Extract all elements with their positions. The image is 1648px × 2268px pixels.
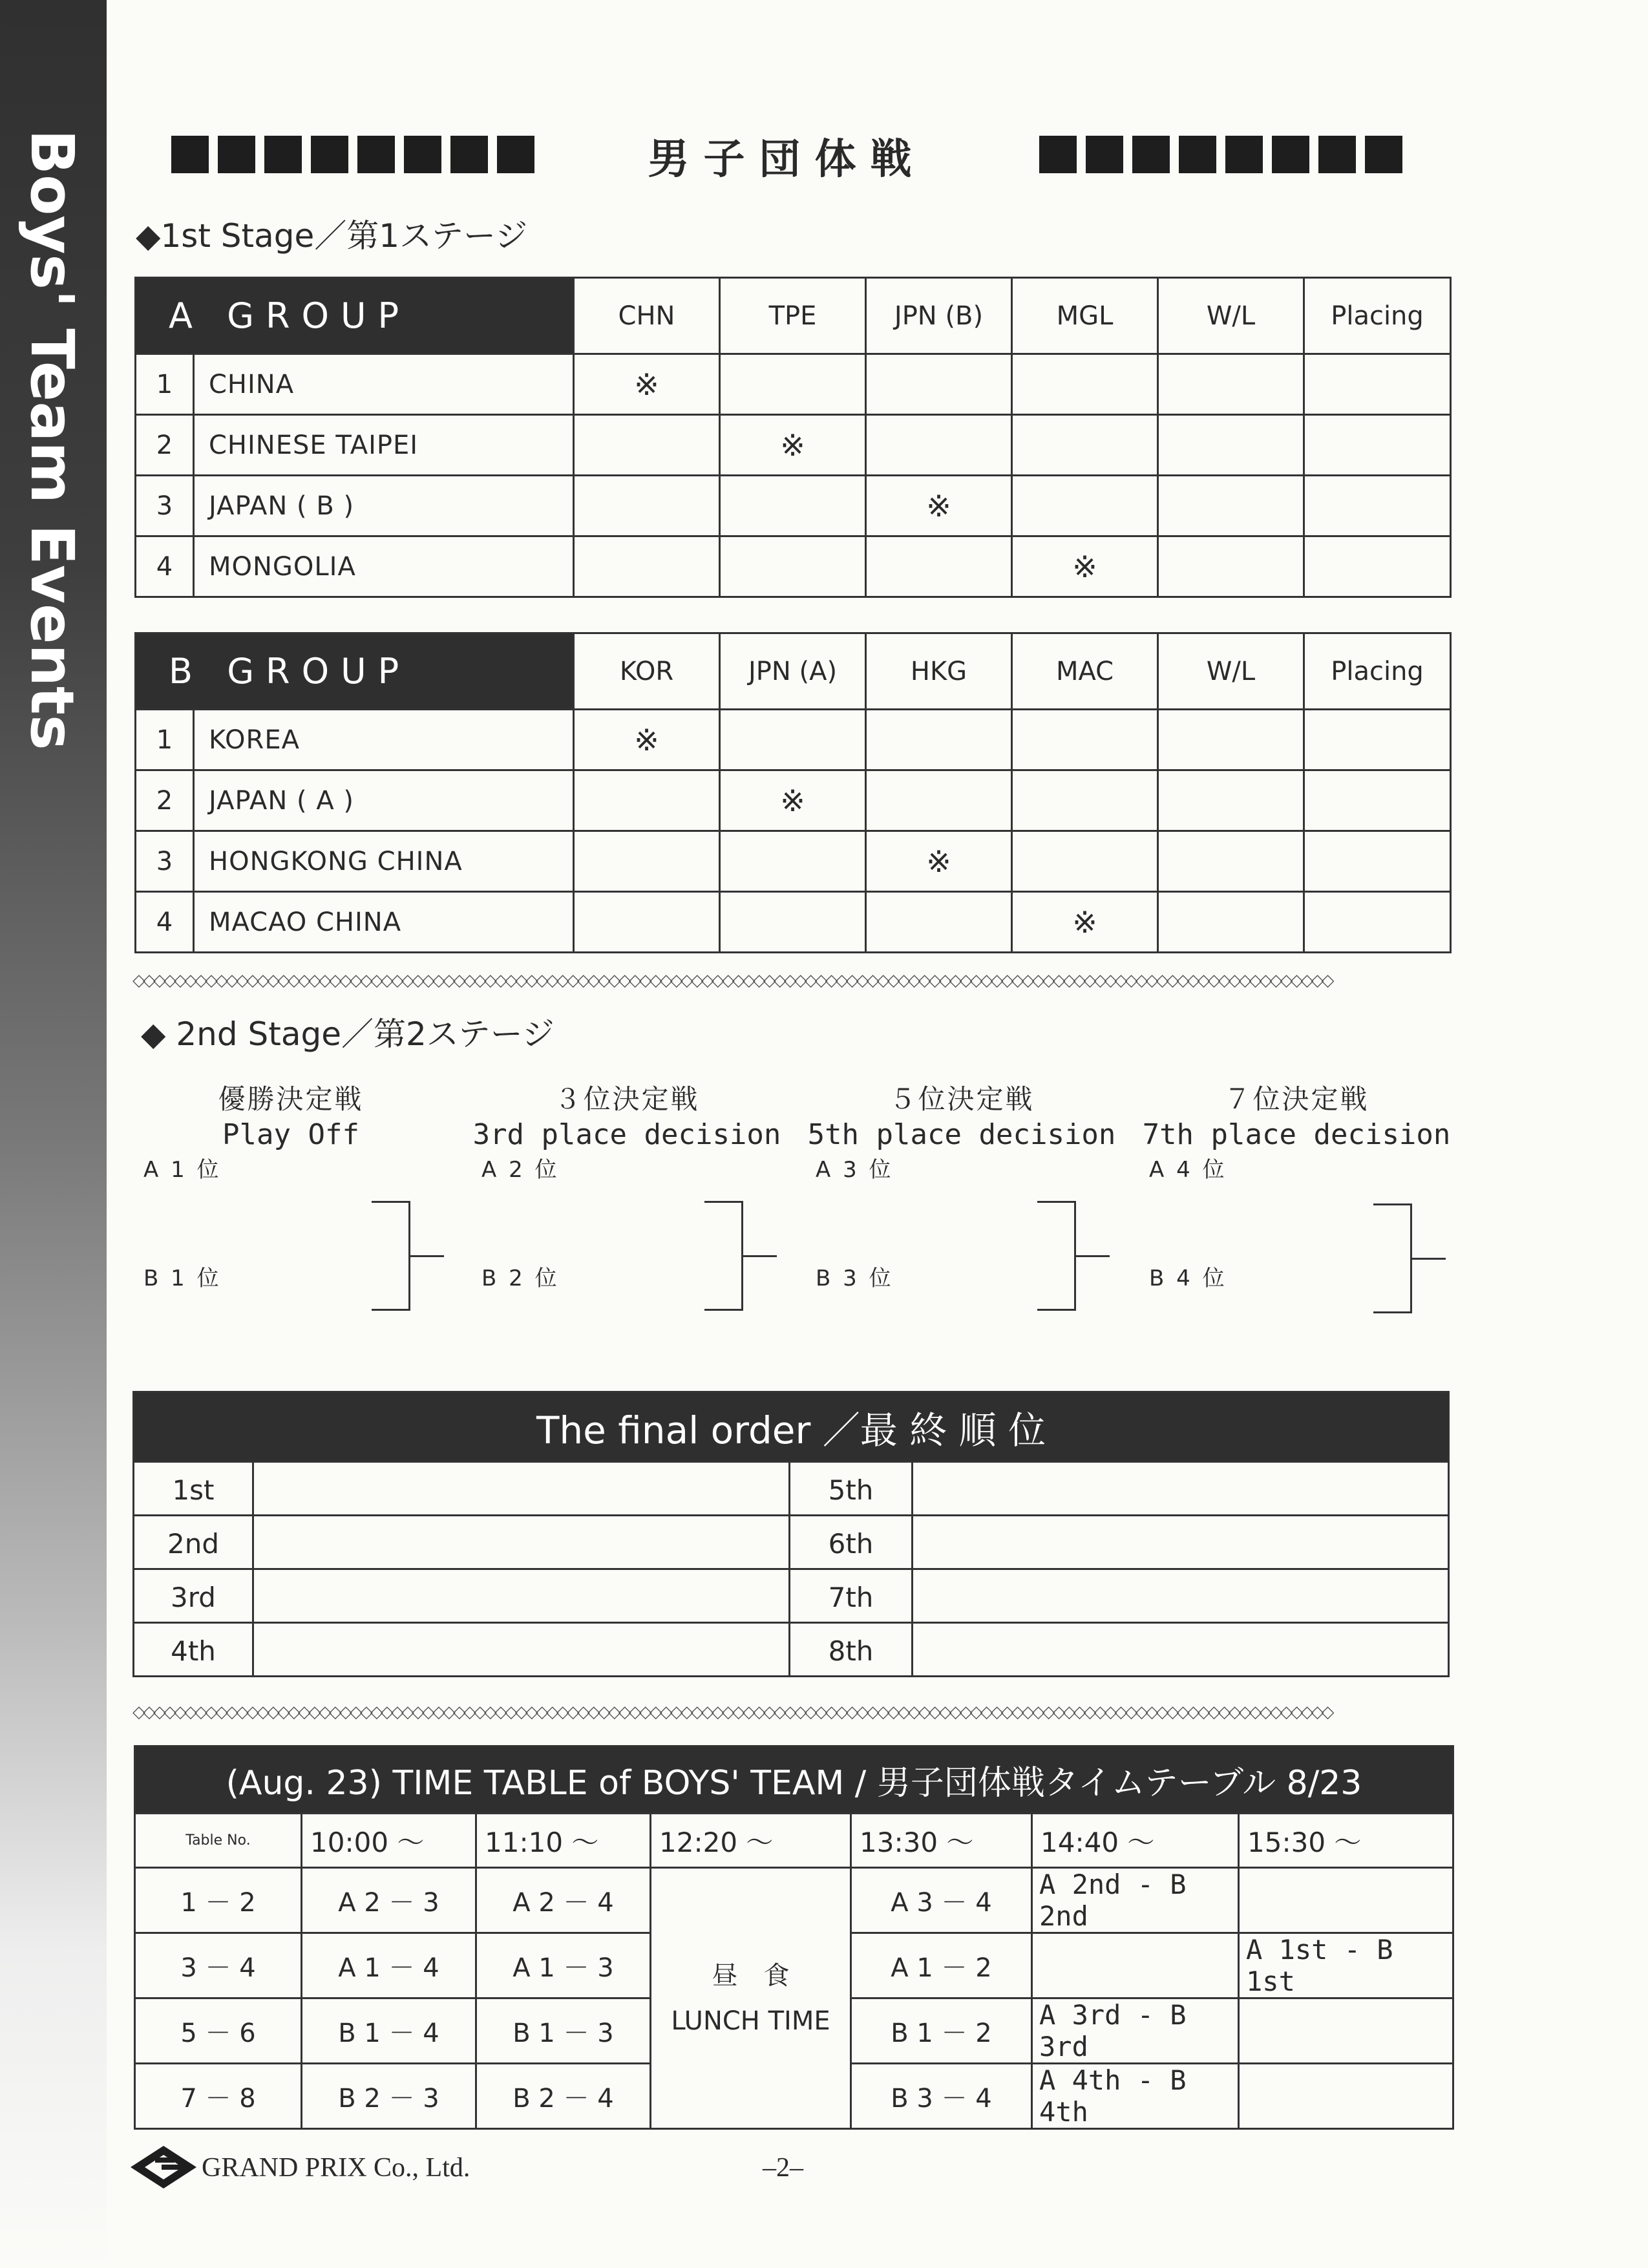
- order-cell: [253, 1569, 790, 1623]
- order-cell: [913, 1569, 1449, 1623]
- table-row: [136, 536, 1451, 597]
- group-b-col-header: HKG: [866, 633, 1012, 710]
- table-row: [136, 831, 1451, 892]
- placing-cell: [1304, 415, 1451, 476]
- diagonal-mark: ※: [720, 770, 866, 831]
- order-cell: [913, 1516, 1449, 1569]
- table-row: [136, 415, 1451, 476]
- group-b-table: [134, 632, 1452, 953]
- wl-cell: [1158, 770, 1304, 831]
- match-cell: [1239, 1998, 1453, 2064]
- match-cell: B 1 － 3: [476, 1998, 651, 2064]
- wl-cell: [1158, 476, 1304, 536]
- result-cell: [574, 536, 720, 597]
- lunch-jp-label: 昼 食: [712, 1960, 790, 1991]
- result-cell: [866, 710, 1012, 770]
- seed-label: B 1 位: [143, 1266, 222, 1291]
- result-cell: [720, 710, 866, 770]
- row-number: 3: [136, 476, 194, 536]
- result-cell: [1012, 476, 1158, 536]
- result-cell: [1012, 710, 1158, 770]
- team-name: CHINA: [194, 354, 574, 415]
- match-en-label: Play Off: [222, 1118, 359, 1151]
- row-number: 3: [136, 831, 194, 892]
- seed-label: A 2 位: [481, 1157, 560, 1183]
- group-b-col-header: KOR: [574, 633, 720, 710]
- order-label: 8th: [790, 1623, 913, 1677]
- result-cell: [574, 770, 720, 831]
- group-a-col-header: TPE: [720, 278, 866, 354]
- order-label: 5th: [790, 1462, 913, 1516]
- stage2-heading: ◆ 2nd Stage／第2ステージ: [141, 1015, 555, 1053]
- group-b-col-header: Placing: [1304, 633, 1451, 710]
- timetable-header-row: [135, 1814, 1453, 1868]
- team-name: KOREA: [194, 710, 574, 770]
- result-cell: [1012, 770, 1158, 831]
- seed-label: B 2 位: [481, 1266, 560, 1291]
- time-header: 12:20 ～: [651, 1814, 851, 1868]
- grand-prix-logo-icon: [129, 2145, 198, 2192]
- result-cell: [574, 415, 720, 476]
- time-header: 10:00 ～: [302, 1814, 476, 1868]
- third-place-match-title: [472, 1078, 782, 1151]
- seed-label: A 4 位: [1149, 1157, 1227, 1183]
- bracket-line: [1373, 1203, 1412, 1313]
- company-name: GRAND PRIX Co., Ltd.: [202, 2153, 470, 2183]
- match-cell: [1239, 2064, 1453, 2129]
- wl-cell: [1158, 710, 1304, 770]
- order-label: 6th: [790, 1516, 913, 1569]
- sidebar-label: Boys' Team Events: [17, 129, 87, 750]
- diamond-divider: ◇◇◇◇◇◇◇◇◇◇◇◇◇◇◇◇◇◇◇◇◇◇◇◇◇◇◇◇◇◇◇◇◇◇◇◇◇◇◇◇◇◇◇◇◇◇◇◇◇◇◇◇◇◇◇◇◇◇◇◇◇◇◇◇◇◇◇◇◇◇◇◇◇◇◇◇◇◇◇◇◇◇◇◇◇◇◇◇◇◇◇◇◇◇◇◇◇◇◇◇◇◇◇◇◇◇◇◇◇◇◇◇◇◇◇◇: [132, 1704, 1332, 1720]
- bracket-line: [372, 1201, 410, 1311]
- table-row: [135, 1868, 1453, 1933]
- bracket-line: [1037, 1201, 1076, 1311]
- diagonal-mark: ※: [866, 476, 1012, 536]
- match-cell: A 3 － 4: [851, 1868, 1032, 1933]
- group-a-col-header: MGL: [1012, 278, 1158, 354]
- match-cell: A 2 － 3: [302, 1868, 476, 1933]
- bracket-line: [1076, 1255, 1110, 1257]
- match-cell: [1239, 1868, 1453, 1933]
- time-header: 13:30 ～: [851, 1814, 1032, 1868]
- stage1-heading: ◆1st Stage／第1ステージ: [136, 217, 528, 255]
- seed-label: B 3 位: [816, 1266, 894, 1291]
- result-cell: [574, 476, 720, 536]
- match-jp-label: ５位決定戦: [889, 1083, 1035, 1115]
- group-a-col-header: W/L: [1158, 278, 1304, 354]
- seed-label: A 1 位: [143, 1157, 222, 1183]
- result-cell: [720, 892, 866, 953]
- table-number: 7 － 8: [135, 2064, 302, 2129]
- result-cell: [866, 770, 1012, 831]
- wl-cell: [1158, 354, 1304, 415]
- result-cell: [720, 536, 866, 597]
- group-a-title: A GROUP: [136, 278, 574, 354]
- table-row: [136, 354, 1451, 415]
- group-b-col-header: W/L: [1158, 633, 1304, 710]
- order-label: 3rd: [134, 1569, 253, 1623]
- team-name: JAPAN ( B ): [194, 476, 574, 536]
- table-row: [136, 892, 1451, 953]
- diamond-divider: ◇◇◇◇◇◇◇◇◇◇◇◇◇◇◇◇◇◇◇◇◇◇◇◇◇◇◇◇◇◇◇◇◇◇◇◇◇◇◇◇◇◇◇◇◇◇◇◇◇◇◇◇◇◇◇◇◇◇◇◇◇◇◇◇◇◇◇◇◇◇◇◇◇◇◇◇◇◇◇◇◇◇◇◇◇◇◇◇◇◇◇◇◇◇◇◇◇◇◇◇◇◇◇◇◇◇◇◇◇◇◇◇◇◇◇◇: [132, 973, 1332, 988]
- table-row: [134, 1623, 1449, 1677]
- seed-label: B 4 位: [1149, 1266, 1227, 1291]
- placing-cell: [1304, 710, 1451, 770]
- match-jp-label: ７位決定戦: [1223, 1083, 1369, 1115]
- table-row: [136, 476, 1451, 536]
- team-name: HONGKONG CHINA: [194, 831, 574, 892]
- fifth-place-match-title: [807, 1078, 1117, 1151]
- wl-cell: [1158, 892, 1304, 953]
- diagonal-mark: ※: [574, 354, 720, 415]
- timetable-title: (Aug. 23) TIME TABLE of BOYS' TEAM / 男子団体戦タイムテーブル 8/23: [135, 1746, 1453, 1814]
- time-header: 14:40 ～: [1032, 1814, 1239, 1868]
- group-a-col-header: JPN (B): [866, 278, 1012, 354]
- result-cell: [720, 354, 866, 415]
- diagonal-mark: ※: [720, 415, 866, 476]
- match-cell: B 2 － 3: [302, 2064, 476, 2129]
- team-name: MONGOLIA: [194, 536, 574, 597]
- seventh-place-match-title: [1141, 1078, 1452, 1151]
- table-row: [134, 1569, 1449, 1623]
- order-cell: [913, 1623, 1449, 1677]
- lunch-en-label: LUNCH TIME: [671, 2006, 830, 2036]
- result-cell: [574, 831, 720, 892]
- table-row: [136, 770, 1451, 831]
- placing-cell: [1304, 536, 1451, 597]
- bracket-line: [743, 1255, 777, 1257]
- team-name: JAPAN ( A ): [194, 770, 574, 831]
- match-en-label: 3rd place decision: [472, 1118, 781, 1151]
- result-cell: [866, 415, 1012, 476]
- result-cell: [720, 831, 866, 892]
- table-number: 1 － 2: [135, 1868, 302, 1933]
- match-cell: A 3rd - B 3rd: [1032, 1998, 1239, 2064]
- page-title: 男子団体戦: [648, 136, 926, 184]
- diagonal-mark: ※: [1012, 892, 1158, 953]
- group-a-col-header: CHN: [574, 278, 720, 354]
- match-cell: A 1 － 3: [476, 1933, 651, 1998]
- match-cell: A 1 － 2: [851, 1933, 1032, 1998]
- match-cell: A 2 － 4: [476, 1868, 651, 1933]
- group-a-table: [134, 277, 1452, 598]
- order-label: 1st: [134, 1462, 253, 1516]
- row-number: 2: [136, 770, 194, 831]
- group-b-col-header: JPN (A): [720, 633, 866, 710]
- order-label: 4th: [134, 1623, 253, 1677]
- placing-cell: [1304, 831, 1451, 892]
- row-number: 1: [136, 354, 194, 415]
- wl-cell: [1158, 415, 1304, 476]
- match-jp-label: ３位決定戦: [554, 1083, 700, 1115]
- group-b-title: B GROUP: [136, 633, 574, 710]
- match-cell: B 2 － 4: [476, 2064, 651, 2129]
- team-name: CHINESE TAIPEI: [194, 415, 574, 476]
- order-label: 2nd: [134, 1516, 253, 1569]
- order-label: 7th: [790, 1569, 913, 1623]
- group-a-header-row: [136, 278, 1451, 354]
- result-cell: [1012, 354, 1158, 415]
- result-cell: [866, 354, 1012, 415]
- page-number: –2–: [763, 2153, 803, 2183]
- final-order-title: The final order ／最 終 順 位: [134, 1392, 1449, 1462]
- time-header: 11:10 ～: [476, 1814, 651, 1868]
- header: [171, 126, 1402, 184]
- row-number: 4: [136, 892, 194, 953]
- sidebar-band: [0, 0, 107, 2268]
- row-number: 4: [136, 536, 194, 597]
- time-header: 15:30 ～: [1239, 1814, 1453, 1868]
- result-cell: [1012, 415, 1158, 476]
- table-row: [134, 1462, 1449, 1516]
- table-row: [136, 710, 1451, 770]
- final-order-table: [132, 1391, 1450, 1677]
- diagonal-mark: ※: [1012, 536, 1158, 597]
- match-cell: A 1st - B 1st: [1239, 1933, 1453, 1998]
- match-en-label: 7th place decision: [1142, 1118, 1451, 1151]
- group-b-col-header: MAC: [1012, 633, 1158, 710]
- diagonal-mark: ※: [866, 831, 1012, 892]
- result-cell: [866, 892, 1012, 953]
- result-cell: [574, 892, 720, 953]
- match-cell: B 3 － 4: [851, 2064, 1032, 2129]
- decorative-squares-right: [1039, 136, 1402, 173]
- match-cell: [1032, 1933, 1239, 1998]
- seed-label: A 3 位: [816, 1157, 894, 1183]
- match-cell: B 1 － 2: [851, 1998, 1032, 2064]
- lunch-cell: [651, 1868, 851, 2129]
- bracket-line: [704, 1201, 743, 1311]
- order-cell: [253, 1462, 790, 1516]
- group-a-col-header: Placing: [1304, 278, 1451, 354]
- bracket-line: [1412, 1258, 1446, 1260]
- wl-cell: [1158, 831, 1304, 892]
- result-cell: [1012, 831, 1158, 892]
- table-row: [134, 1516, 1449, 1569]
- match-jp-label: 優勝決定戦: [218, 1083, 364, 1115]
- match-cell: A 2nd - B 2nd: [1032, 1868, 1239, 1933]
- placing-cell: [1304, 354, 1451, 415]
- match-cell: A 1 － 4: [302, 1933, 476, 1998]
- timetable: [134, 1745, 1454, 2130]
- placing-cell: [1304, 892, 1451, 953]
- diagonal-mark: ※: [574, 710, 720, 770]
- row-number: 2: [136, 415, 194, 476]
- placing-cell: [1304, 476, 1451, 536]
- match-cell: A 4th - B 4th: [1032, 2064, 1239, 2129]
- table-no-header: Table No.: [135, 1814, 302, 1868]
- order-cell: [913, 1462, 1449, 1516]
- result-cell: [866, 536, 1012, 597]
- placing-cell: [1304, 770, 1451, 831]
- group-b-header-row: [136, 633, 1451, 710]
- match-en-label: 5th place decision: [807, 1118, 1116, 1151]
- order-cell: [253, 1623, 790, 1677]
- table-number: 3 － 4: [135, 1933, 302, 1998]
- wl-cell: [1158, 536, 1304, 597]
- team-name: MACAO CHINA: [194, 892, 574, 953]
- playoff-match-title: [136, 1078, 446, 1151]
- order-cell: [253, 1516, 790, 1569]
- result-cell: [720, 476, 866, 536]
- match-cell: B 1 － 4: [302, 1998, 476, 2064]
- bracket-line: [410, 1255, 444, 1257]
- table-number: 5 － 6: [135, 1998, 302, 2064]
- row-number: 1: [136, 710, 194, 770]
